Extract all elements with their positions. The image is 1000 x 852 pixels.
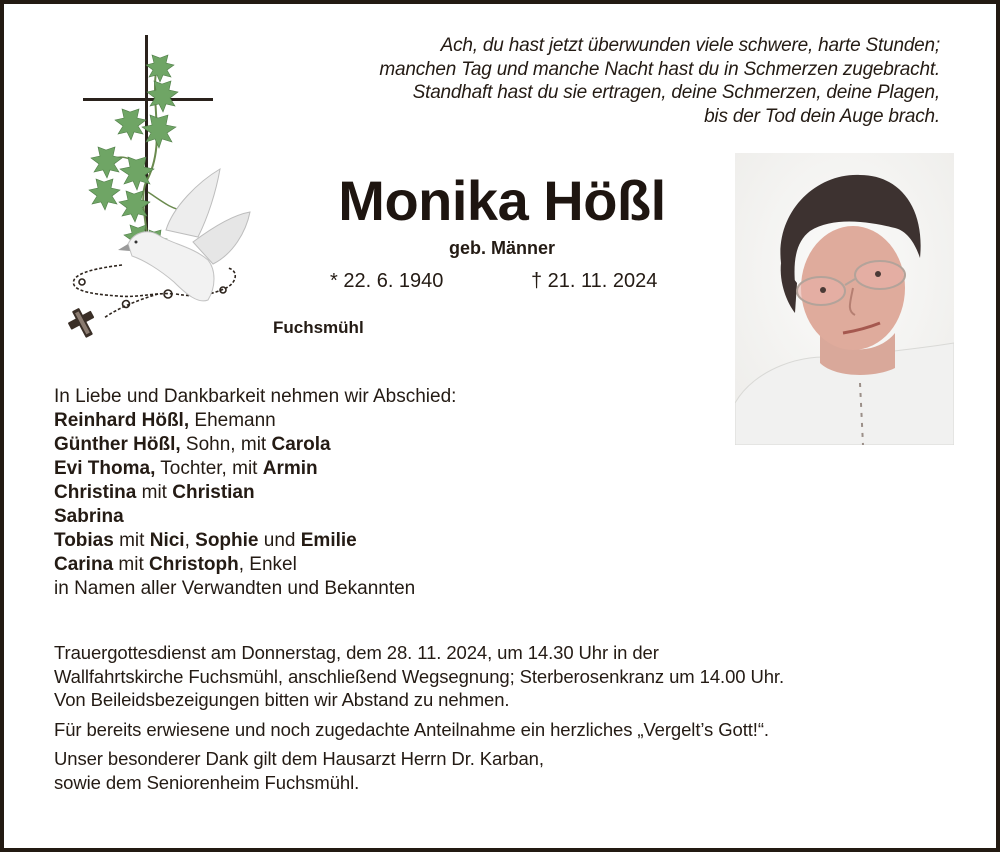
- family-member-line: [54, 481, 456, 505]
- closing-text: [54, 641, 784, 794]
- family-member-line: [54, 553, 456, 577]
- family-member-name: Carola: [271, 434, 331, 455]
- family-relation: mit: [113, 530, 150, 551]
- family-member-name: Armin: [262, 458, 318, 479]
- maiden-name: geb. Männer: [448, 238, 555, 258]
- thanks-text: Für bereits erwiesene und noch zugedachte Anteilnahme ein herzliches „Vergelt’s Gott!“.: [54, 718, 769, 740]
- cross-ivy-dove-rosary-icon: [48, 32, 258, 350]
- family-relation: und: [258, 530, 301, 551]
- residence-place: Fuchsmühl: [273, 318, 364, 337]
- poem-line: Standhaft hast du sie ertragen, deine Schmerzen, deine Plagen,: [412, 82, 940, 103]
- service-info: Wallfahrtskirche Fuchsmühl, anschließend Wegsegnung; Sterberosenkranz um 14.00 Uhr.: [54, 665, 785, 687]
- family-members: [54, 409, 456, 577]
- family-member-line: [54, 529, 456, 553]
- poem-line: bis der Tod dein Auge brach.: [704, 105, 940, 127]
- family-member-name: Tobias: [54, 530, 114, 551]
- family-member-name: Emilie: [300, 530, 357, 551]
- deceased-name: Monika Hößl: [338, 169, 666, 232]
- family-member-name: Carina: [54, 554, 114, 575]
- death-date: † 21. 11. 2024: [531, 270, 658, 292]
- family-member-name: Christoph: [149, 554, 239, 575]
- family-relation: , Enkel: [238, 554, 297, 575]
- special-thanks: sowie dem Seniorenheim Fuchsmühl.: [54, 771, 360, 793]
- family-member-line: [54, 457, 456, 481]
- family-relation: mit: [136, 482, 173, 503]
- family-member-name: Reinhard Hößl,: [54, 410, 190, 431]
- family-relation: mit: [113, 554, 150, 575]
- family-member-line: [54, 433, 456, 457]
- family-relation: ,: [184, 530, 196, 551]
- family-member-name: Christian: [172, 482, 255, 503]
- portrait-icon: [735, 153, 954, 445]
- service-info: Trauergottesdienst am Donnerstag, dem 28. 11. 2024, um 14.30 Uhr in der: [54, 642, 659, 663]
- family-member-name: Christina: [54, 482, 137, 503]
- family-outro: in Namen aller Verwandten und Bekannten: [54, 578, 416, 599]
- family-member-name: Sophie: [195, 530, 259, 551]
- poem: [240, 34, 940, 128]
- family-member-name: Sabrina: [54, 506, 124, 527]
- family-intro: In Liebe und Dankbarkeit nehmen wir Abschied:: [54, 386, 457, 407]
- family-member-name: Evi Thoma,: [54, 458, 156, 479]
- family-relation: Sohn, mit: [180, 434, 272, 455]
- family-relation: Ehemann: [189, 410, 276, 431]
- family-member-line: [54, 409, 456, 433]
- special-thanks: Unser besonderer Dank gilt dem Hausarzt Herrn Dr. Karban,: [54, 748, 544, 769]
- portrait-photo: [735, 153, 954, 445]
- family-member-name: Nici: [149, 530, 185, 551]
- service-info: Von Beileidsbezeigungen bitten wir Abstand zu nehmen.: [54, 689, 510, 710]
- family-list: [54, 385, 456, 601]
- family-member-name: Günther Hößl,: [54, 434, 181, 455]
- poem-line: Ach, du hast jetzt überwunden viele schwere, harte Stunden;: [440, 35, 940, 56]
- family-relation: Tochter, mit: [155, 458, 263, 479]
- birth-date: * 22. 6. 1940: [330, 270, 444, 292]
- family-member-line: [54, 505, 456, 529]
- poem-line: manchen Tag und manche Nacht hast du in Schmerzen zugebracht.: [379, 58, 940, 80]
